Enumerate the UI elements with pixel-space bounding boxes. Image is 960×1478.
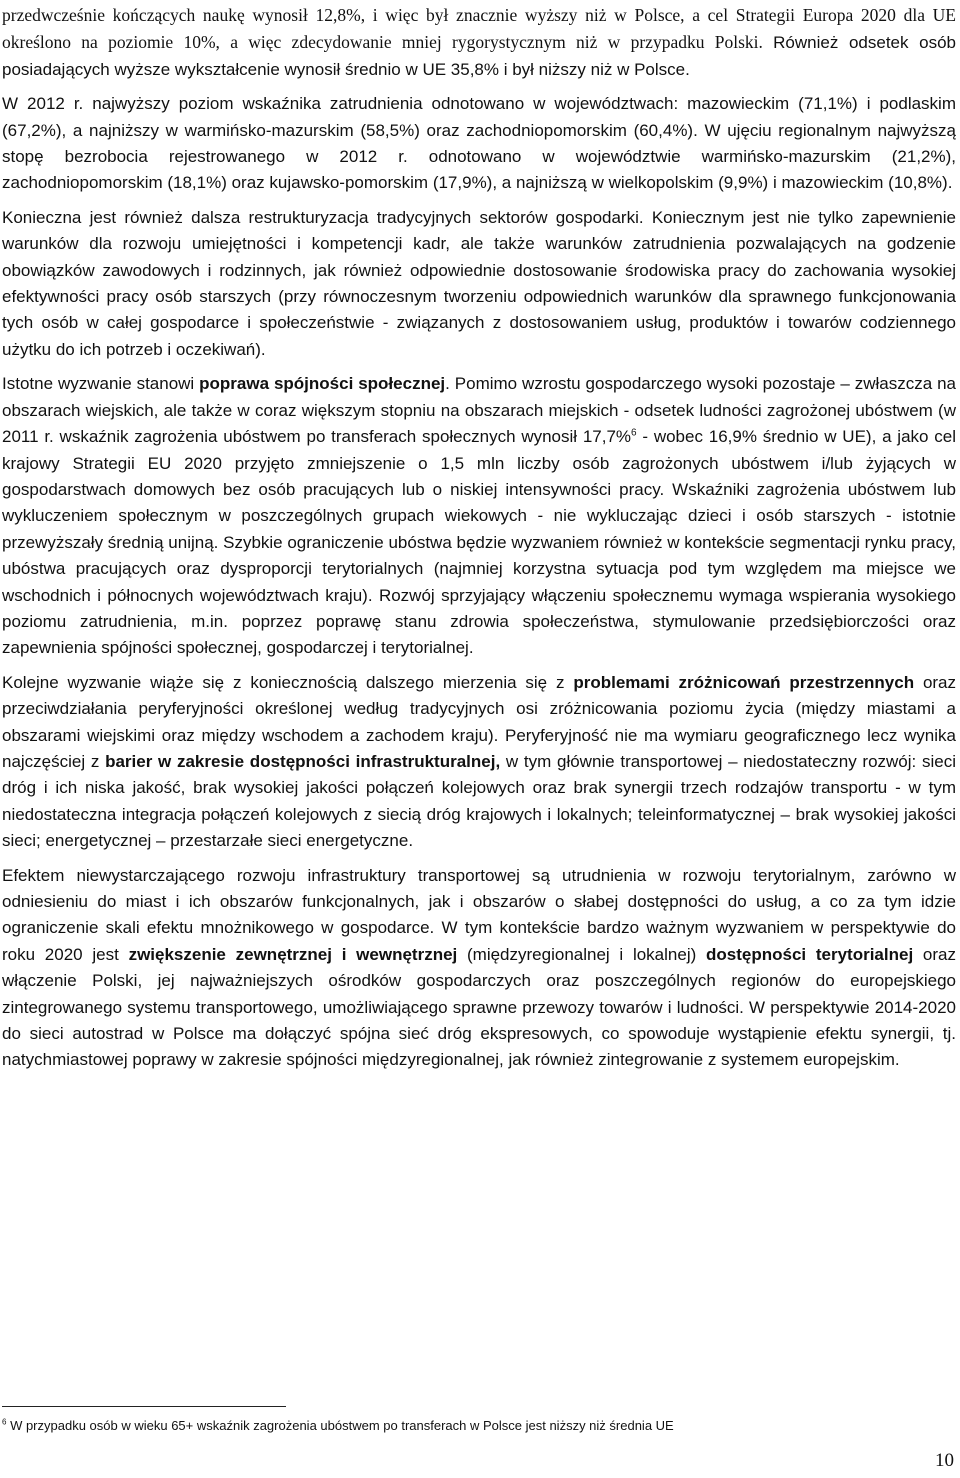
text-run: Istotne wyzwanie stanowi <box>2 374 200 394</box>
bold-text: barier w zakresie dostępności infrastrukturalnej, <box>105 751 501 771</box>
footnote <box>2 1417 902 1435</box>
text-run: (międzyregionalnej i lokalnej) <box>457 944 706 964</box>
text-run: Efektem niewystarczającego rozwoju infrastruktury transportowej są utrudnienia w rozwoju terytorialnym, zarówno w odniesieniu do miast i ich obszarów funkcjonalnych, jak i obszarów o słabej dostępności do usług, a co za tym idzie ograniczenie skali efektu mnożnikowego w gospodarce. W tym kontekście bardzo ważnym wyzwaniem w perspektywie do roku 2020 jest <box>2 865 956 964</box>
bold-text: problemami zróżnicowań przestrzennych <box>573 672 915 692</box>
text-run: oraz włączenie Polski, jej najważniejszych ośrodków gospodarczych oraz poszczególnych regionów do europejskiego zintegrowanego systemu transportowego, umożliwiającego sprawne przewozy towarów i ludności. W perspektywie 2014-2020 do sieci autostrad w Polsce ma dołączyć spójna sieć dróg ekspresowych, co spowoduje wystąpienie efektu synergii, tj. natychmiastowej poprawy w zakresie spójności międzyregionalnej, jak również zintegrowanie z systemem europejskim. <box>2 944 956 1070</box>
footnote-separator <box>2 1406 286 1407</box>
bold-text: zwiększenie zewnętrznej i wewnętrznej <box>128 944 458 964</box>
paragraph <box>2 670 956 855</box>
paragraph <box>2 2 956 83</box>
page-number: 10 <box>935 1450 954 1471</box>
paragraph <box>2 863 956 1074</box>
text-run: Konieczna jest również dalsza restrukturyzacja tradycyjnych sektorów gospodarki. Koniecznym jest nie tylko zapewnienie warunków dla rozwoju umiejętności i kompetencji kadr, ale także warunków zatrudnienia pozwalających na godzenie obowiązków zawodowych i rodzinnych, jak również odpowiednie dostosowanie środowiska pracy do zachowania wysokiej efektywności pracy osób starszych (przy równoczesnym tworzeniu odpowiednich warunków dla sprawnego funkcjonowania tych osób w całej gospodarce i społeczeństwie - związanych z dostosowaniem usług, produktów i towarów codziennego użytku do ich potrzeb i oczekiwań). <box>2 207 956 359</box>
bold-text: dostępności terytorialnej <box>706 944 914 964</box>
text-run: W 2012 r. najwyższy poziom wskaźnika zatrudnienia odnotowano w województwach: mazowieckim (71,1%) i podlaskim (67,2%), a najniższy w warmińsko-mazurskim (58,5%) oraz zachodniopomorskim (60,4%). W ujęciu regionalnym najwyższą stopę bezrobocia rejestrowanego w 2012 r. odnotowano w województwie warmińsko-mazurskim (21,2%), zachodniopomorskim (18,1%) oraz kujawsko-pomorskim (17,9%), a najniższą w wielkopolskim (9,9%) i mazowieckim (10,8%). <box>2 94 956 193</box>
text-run: Kolejne wyzwanie wiąże się z koniecznością dalszego mierzenia się z <box>2 672 574 692</box>
text-run: Również odsetek osób posiadających wyższe wykształcenie wynosił średnio w UE 35,8% i był niższy niż w Polsce. <box>2 33 956 79</box>
text-run: przedwcześnie kończących naukę wynosił 12,8%, i więc był znacznie wyższy niż w Polsce, a cel Strategii Europa 2020 dla UE określono na poziomie 10%, a więc zdecydowanie mniej rygorystycznym niż w przypadku Polski. <box>2 5 956 53</box>
footnote-reference: 6 <box>631 427 637 439</box>
body-text <box>2 2 956 1082</box>
text-run: oraz przeciwdziałania peryferyjności określonej według tradycyjnych osi zróżnicowania poziomu życia (między miastami a obszarami wiejskimi oraz między wschodem a zachodem kraju). Peryferyjność nie ma wymiaru geograficznego lecz wynika najczęściej z <box>2 672 957 771</box>
paragraph <box>2 371 956 661</box>
text-run: . Pomimo wzrostu gospodarczego wysoki pozostaje – zwłaszcza na obszarach wiejskich, ale także w coraz większym stopniu na obszarach miejskich - odsetek ludności zagrożonej ubóstwem (w 2011 r. wskaźnik zagrożenia ubóstwem po transferach społecznych wynosił 17,7% <box>2 374 956 447</box>
footnote-marker: 6 <box>2 1417 7 1427</box>
text-run: - wobec 16,9% średnio w UE), a jako cel krajowy Strategii EU 2020 przyjęto zmniejszenie o 1,5 mln liczby osób zagrożonych ubóstwem i/lub żyjących w gospodarstwach domowych bez osób pracujących lub o niskiej intensywności pracy. Wskaźniki zagrożenia ubóstwem lub wykluczeniem społecznym w poszczególnych grupach wiekowych - nie wykluczając dzieci i osób starszych - istotnie przewyższały średnią unijną. Szybkie ograniczenie ubóstwa będzie wyzwaniem również w kontekście segmentacji rynku pracy, ubóstwa pracujących oraz dysproporcji terytorialnych (najmniej korzystna sytuacja pod tym względem ma miejsce we wschodnich i północnych województwach kraju). Rozwój sprzyjający włączeniu społecznemu wymaga wspierania wysokiego poziomu zatrudnienia, m.in. poprzez poprawę stanu zdrowia społeczeństwa, stymulowanie przedsiębiorczości oraz zapewnienia spójności społecznej, gospodarczej i terytorialnej. <box>2 427 957 658</box>
footnote-text: W przypadku osób w wieku 65+ wskaźnik zagrożenia ubóstwem po transferach w Polsce jest niższy niż średnia UE <box>6 1418 674 1433</box>
paragraph <box>2 91 956 197</box>
paragraph <box>2 205 956 363</box>
text-run: w tym głównie transportowej – niedostateczny rozwój: sieci dróg i ich niska jakość, brak wysokiej jakości połączeń kolejowych oraz brak synergii trzech rodzajów transportu - w tym niedostateczna integracja połączeń kolejowych z siecią dróg krajowych i lokalnych; teleinformatycznej – brak wysokiej jakości sieci; energetycznej – przestarzałe sieci energetyczne. <box>2 751 956 851</box>
bold-text: poprawa spójności społecznej <box>199 374 446 394</box>
